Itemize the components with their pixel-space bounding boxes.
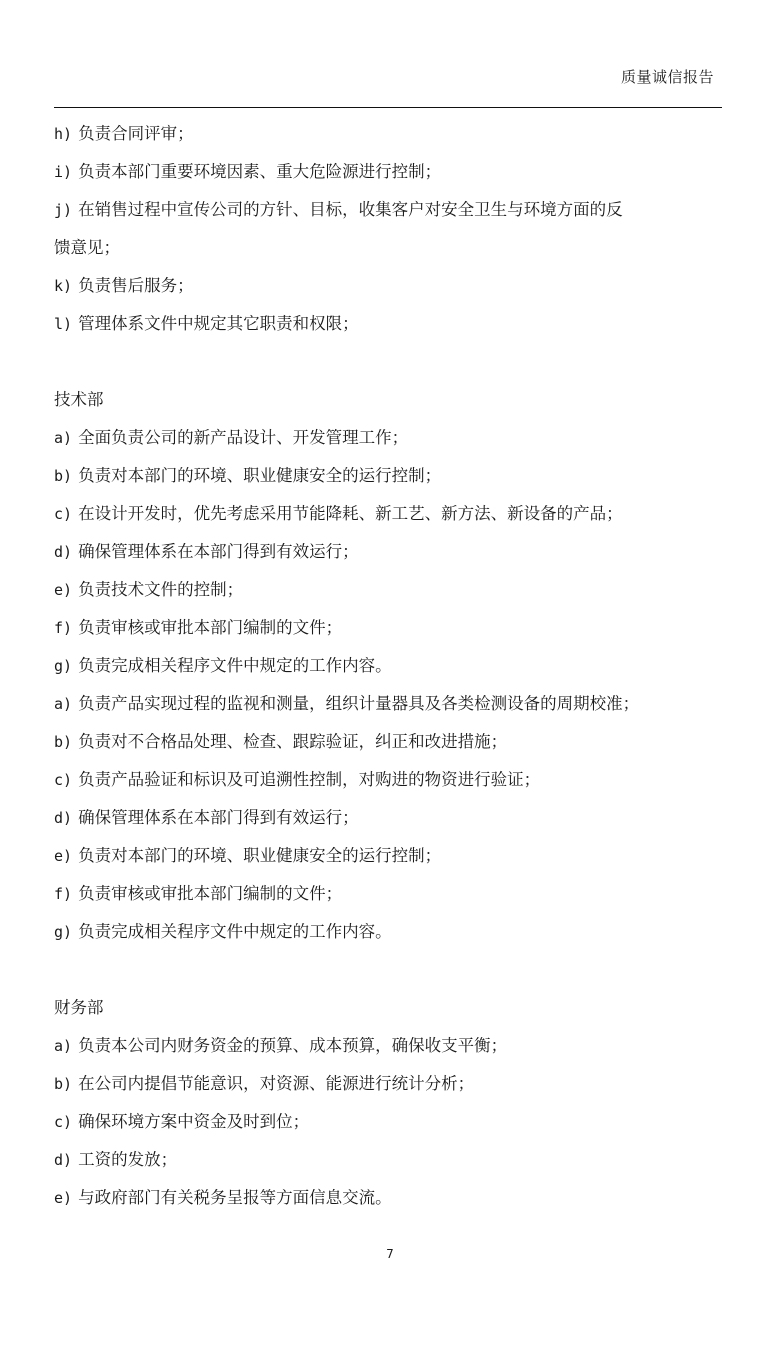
list-item-text: 与政府部门有关税务呈报等方面信息交流。 [78, 1188, 392, 1207]
list-marker: d) [54, 1151, 73, 1169]
list-marker: a) [54, 429, 73, 447]
list-marker: l) [54, 315, 73, 333]
list-marker: d) [54, 543, 73, 561]
list-item-text: 全面负责公司的新产品设计、开发管理工作； [78, 428, 409, 447]
list-item [54, 761, 734, 799]
list-item-text: 负责产品实现过程的监视和测量，组织计量器具及各类检测设备的周期校准； [78, 694, 640, 713]
list-item [54, 609, 734, 647]
list-marker: e) [54, 1189, 73, 1207]
list-item [54, 1065, 734, 1103]
list-item-text: 负责对本部门的环境、职业健康安全的运行控制； [78, 466, 442, 485]
list-item-text: 负责对不合格品处理、检查、跟踪验证，纠正和改进措施； [78, 732, 508, 751]
list-item-text: 负责本公司内财务资金的预算、成本预算，确保收支平衡； [78, 1036, 508, 1055]
list-marker: b) [54, 467, 73, 485]
list-marker: a) [54, 1037, 73, 1055]
list-item-text: 负责本部门重要环境因素、重大危险源进行控制； [78, 162, 442, 181]
list-item-text: 确保管理体系在本部门得到有效运行； [78, 808, 359, 827]
list-item [54, 305, 734, 343]
section-spacer [54, 343, 734, 381]
list-item-text: 负责产品验证和标识及可追溯性控制，对购进的物资进行验证； [78, 770, 541, 789]
list-item-text: 负责完成相关程序文件中规定的工作内容。 [78, 922, 392, 941]
section-spacer [54, 951, 734, 989]
list-item [54, 723, 734, 761]
list-item-text: 负责合同评审； [78, 124, 194, 143]
list-item-text: 确保环境方案中资金及时到位； [78, 1112, 310, 1131]
list-item [54, 647, 734, 685]
list-item-text: 在销售过程中宣传公司的方针、目标，收集客户对安全卫生与环境方面的反 [78, 200, 623, 219]
list-item [54, 685, 734, 723]
list-marker: e) [54, 581, 73, 599]
list-item [54, 1027, 734, 1065]
page-number: 7 [386, 1247, 394, 1261]
list-item [54, 267, 734, 305]
list-item-continuation [54, 229, 734, 267]
list-item [54, 571, 734, 609]
list-marker: e) [54, 847, 73, 865]
tech-section [54, 381, 734, 951]
list-item-text: 在设计开发时，优先考虑采用节能降耗、新工艺、新方法、新设备的产品； [78, 504, 623, 523]
section-title-tech: 技术部 [54, 390, 104, 409]
page-header-title: 质量诚信报告 [620, 68, 714, 86]
header-divider [54, 107, 722, 108]
list-item-text: 负责审核或审批本部门编制的文件； [78, 884, 343, 903]
list-marker: j) [54, 201, 73, 219]
list-marker: f) [54, 619, 73, 637]
list-marker: c) [54, 771, 73, 789]
list-item [54, 837, 734, 875]
list-item [54, 191, 734, 229]
list-item [54, 495, 734, 533]
list-item [54, 1103, 734, 1141]
list-item [54, 419, 734, 457]
list-item [54, 457, 734, 495]
list-item-text: 负责审核或审批本部门编制的文件； [78, 618, 343, 637]
list-marker: b) [54, 1075, 73, 1093]
list-marker: f) [54, 885, 73, 903]
list-marker: k) [54, 277, 73, 295]
list-item-text: 负责完成相关程序文件中规定的工作内容。 [78, 656, 392, 675]
list-item-text: 馈意见； [54, 238, 120, 257]
list-item [54, 1179, 734, 1217]
list-item-text: 负责技术文件的控制； [78, 580, 244, 599]
list-item [54, 913, 734, 951]
list-item [54, 875, 734, 913]
list-marker: h) [54, 125, 73, 143]
list-item [54, 153, 734, 191]
list-item-text: 负责对本部门的环境、职业健康安全的运行控制； [78, 846, 442, 865]
sales-section [54, 115, 734, 343]
section-title-finance: 财务部 [54, 998, 104, 1017]
finance-section [54, 989, 734, 1217]
list-marker: c) [54, 1113, 73, 1131]
list-item [54, 533, 734, 571]
list-marker: d) [54, 809, 73, 827]
list-item-text: 在公司内提倡节能意识，对资源、能源进行统计分析； [78, 1074, 475, 1093]
list-marker: g) [54, 657, 73, 675]
list-item-text: 确保管理体系在本部门得到有效运行； [78, 542, 359, 561]
list-marker: c) [54, 505, 73, 523]
list-item [54, 115, 734, 153]
document-body [54, 115, 734, 1217]
list-item-text: 负责售后服务； [78, 276, 194, 295]
list-item [54, 799, 734, 837]
list-item-text: 管理体系文件中规定其它职责和权限； [78, 314, 359, 333]
list-marker: a) [54, 695, 73, 713]
list-marker: i) [54, 163, 73, 181]
list-item [54, 1141, 734, 1179]
list-item-text: 工资的发放； [78, 1150, 178, 1169]
list-marker: g) [54, 923, 73, 941]
list-marker: b) [54, 733, 73, 751]
